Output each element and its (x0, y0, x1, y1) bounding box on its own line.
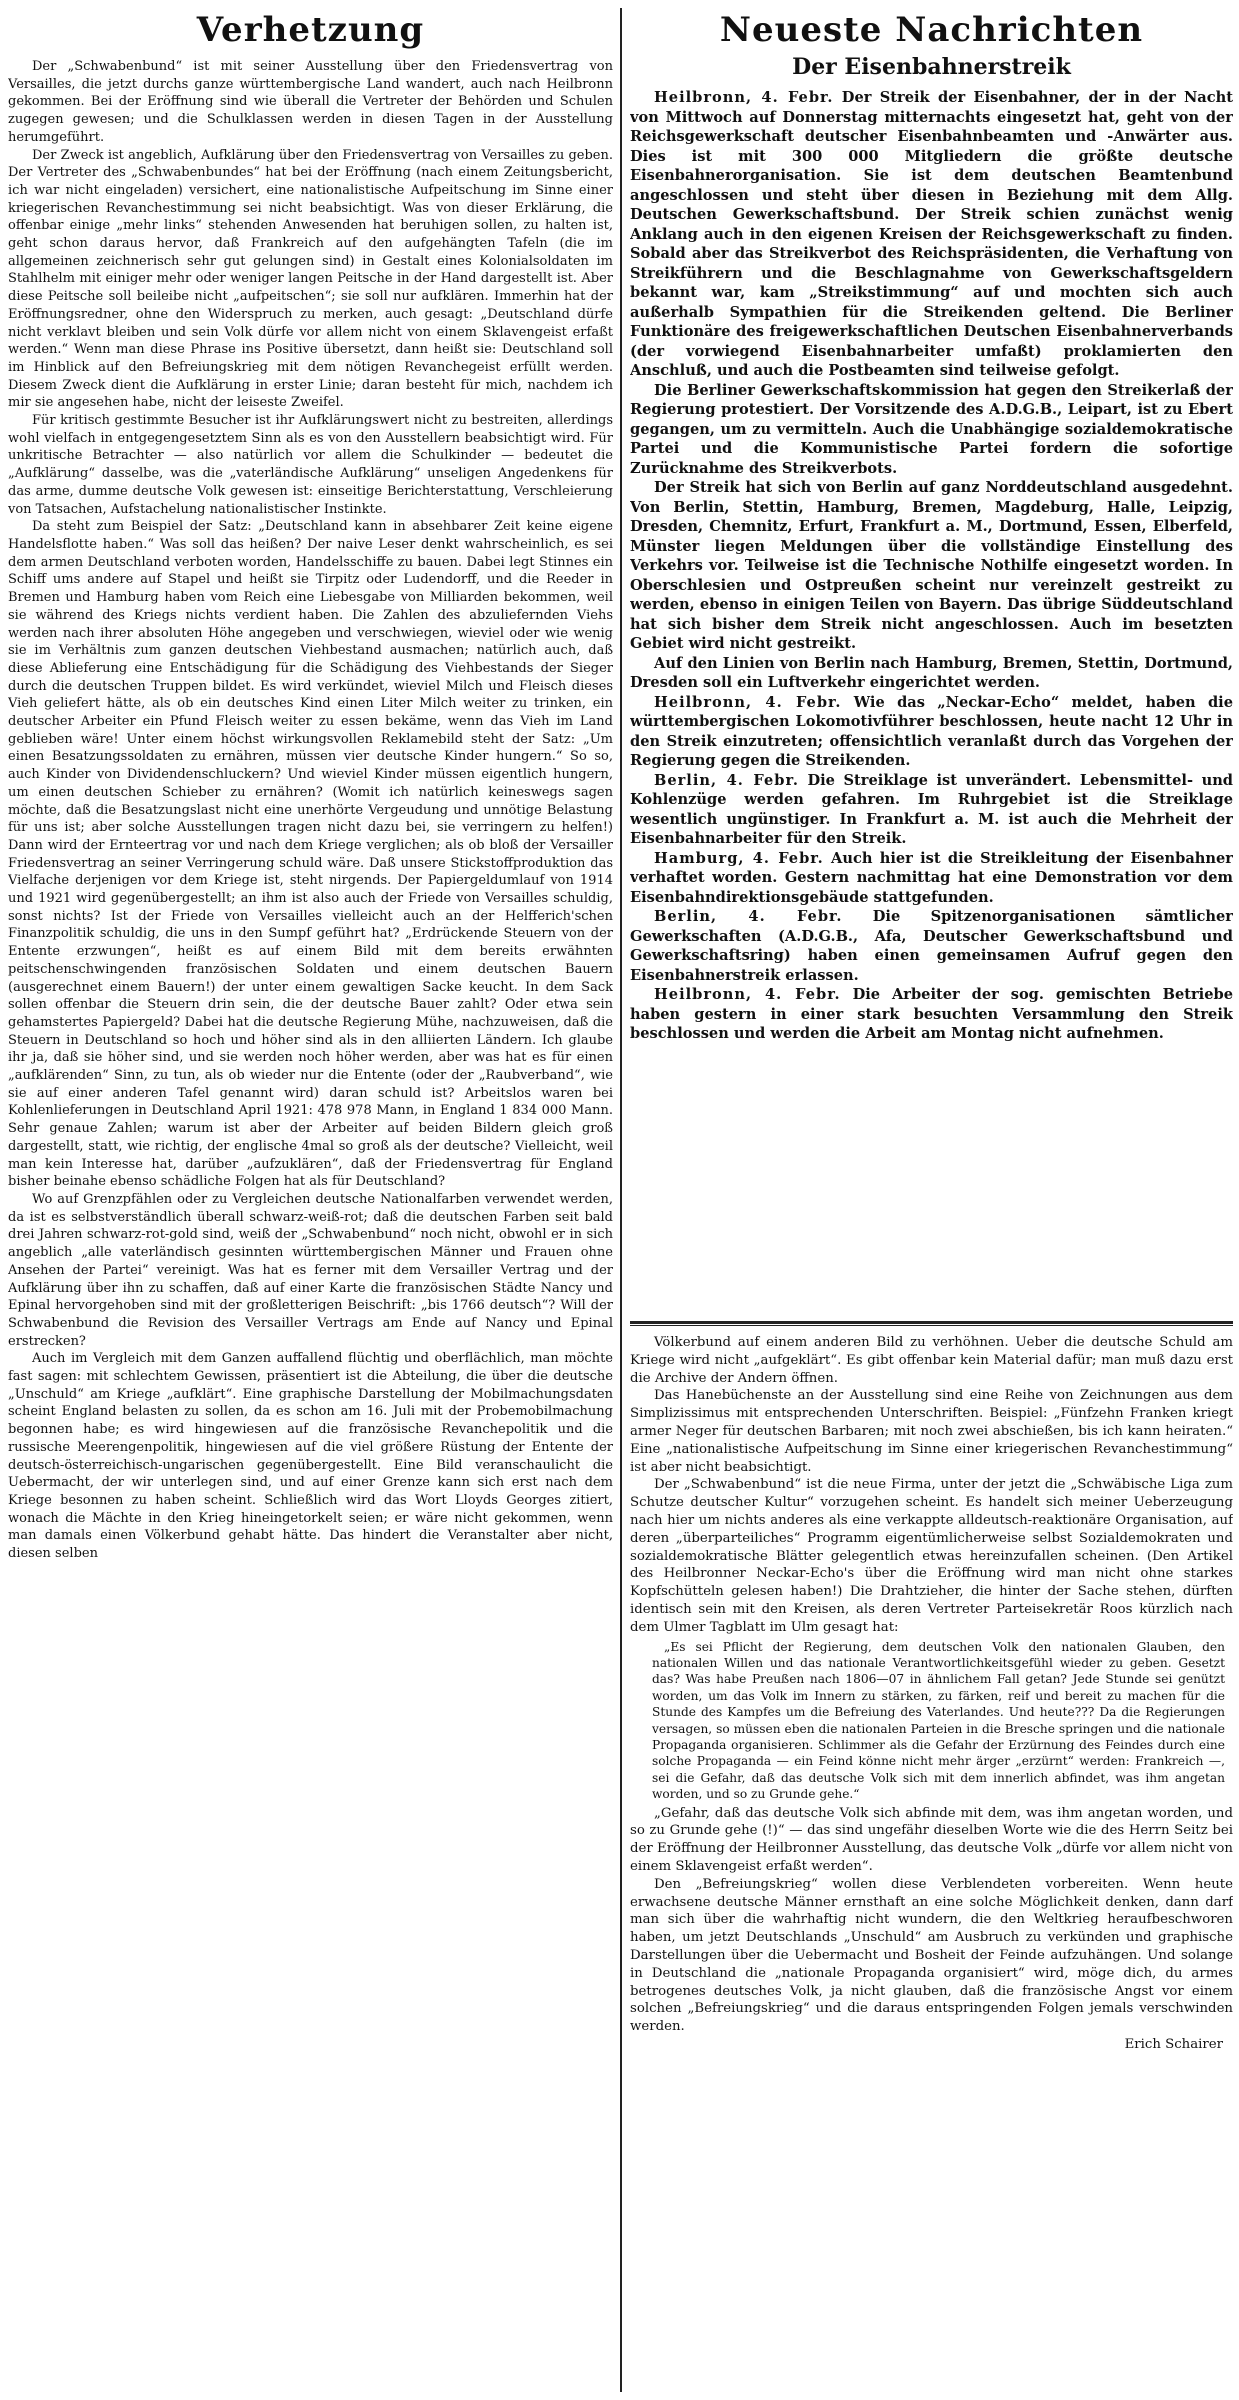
news-item (630, 478, 1233, 654)
article-paragraph: Den „Befreiungskrieg“ wollen diese Verblendeten vorbereiten. Wenn heute erwachsene deutsche Männer ernsthaft an eine solche Möglichkeit denken, dann darf man sich über die wahrhaftig nicht wundern, die den Weltkrieg heraufbeschworen haben, um jetzt Deutschlands „Unschuld“ am Ausbruch zu verkünden und graphische Darstellungen über die Uebermacht und Bosheit der Feinde aufzuhängen. Und solange in Deutschland die „nationale Propaganda organisiert“ wird, möge dich, du armes betrogenes deutsches Volk, ja nicht glauben, daß die französische Angst vor einem solchen „Befreiungskrieg“ und die daraus entspringenden Folgen jemals verschwinden werden. (630, 1876, 1233, 2035)
news-item (630, 849, 1233, 908)
article-paragraph: Der Zweck ist angeblich, Aufklärung über den Friedensvertrag von Versailles zu geben. Der Vertreter des „Schwabenbundes“ hat bei der Eröffnung (nach einem Zeitungsbericht, ich war nicht eingeladen) versichert, eine nationalistische Aufpeitschung im Sinne einer kriegerischen Revanchestimmung sei nicht beabsichtigt. Was von dieser Erklärung, die offenbar einige „mehr links“ stehenden Anwesenden hat beruhigen sollen, zu halten ist, geht schon daraus hervor, daß Frankreich auf den aufgehängten Tafeln (die im allgemeinen zeichnerisch sehr gut gelungen sind) in Gestalt eines Kolonialsoldaten im Stahlhelm mit einiger mehr oder weniger langen Peitsche in der Hand dargestellt ist. Aber diese Peitsche soll beileibe nicht „aufpeitschen“; sie soll nur aufklären. Immerhin hat der Eröffnungsredner, ohne den Widerspruch zu merken, auch gesagt: „Deutschland dürfe nicht verklavt bleiben und sein Volk dürfe vor allem nicht von einem Sklavengeist erfaßt werden.“ Wenn man diese Phrase ins Positive übersetzt, dann heißt sie: Deutschland soll im Hinblick auf den Befreiungskrieg mit dem nötigen Revanchegeist erfüllt werden. Diesem Zweck dient die Aufklärung in erster Linie; daran besteht für mich, nachdem ich mir sie angesehen habe, nicht der leiseste Zweifel. (8, 147, 613, 411)
quote-paragraph: „Es sei Pflicht der Regierung, dem deutschen Volk den nationalen Glauben, den nationalen Willen und das nationale Verantwortlichkeitsgefühl wieder zu geben. Gesetzt das? Was habe Preußen nach 1806—07 in ähnlichem Fall getan? Jede Stunde sei genützt worden, um das Volk im Innern zu stärken, zu färken, reif und bereit zu machen für die Stunde des Kampfes um die Befreiung des Vaterlandes. Und heute??? Da die Regierungen versagen, so müssen eben die nationalen Parteien in die Bresche springen und die nationale Propaganda organisieren. Schlimmer als die Gefahr der Erzürnung des Feindes durch eine solche Propaganda — ein Feind könne nicht mehr ärger „erzürnt“ werden: Frankreich —, sei die Gefahr, daß das deutsche Volk sich mit dem innerlich abfindet, was ihm angetan worden, und so zu Grunde gehe.“ (652, 1639, 1225, 1802)
article-paragraph: Das Hanebüchenste an der Ausstellung sind eine Reihe von Zeichnungen aus dem Simplizissimus mit entsprechenden Unterschriften. Beispiel: „Fünfzehn Franken kriegt armer Neger für deutschen Barbaren; mit noch zwei abschießen, bis ich kann heiraten.“ Eine „nationalistische Aufpeitschung im Sinne einer kriegerischen Revanchestimmung“ ist aber nicht beabsichtigt. (630, 1388, 1233, 1475)
news-item (630, 88, 1233, 381)
article-verhetzung-body (8, 58, 613, 1563)
article-verhetzung-continuation (630, 1334, 1233, 2334)
subheadline-eisenbahnerstreik: Der Eisenbahnerstreik (792, 54, 1071, 80)
news-item (630, 907, 1233, 985)
news-text: Auch hier ist die Streikleitung der Eisenbahner verhaftet worden. Gestern nachmittag hat eine Demonstration vor dem Eisenbahndirektionsgebäude stattgefunden. (630, 849, 1233, 906)
news-item (630, 654, 1233, 693)
headline-neueste-nachrichten: Neueste Nachrichten (719, 10, 1144, 50)
news-dateline: Berlin, 4. Febr. (654, 771, 799, 789)
news-section (630, 88, 1233, 1313)
article-paragraph: Der „Schwabenbund“ ist mit seiner Ausstellung über den Friedensvertrag von Versailles, die jetzt durchs ganze württembergische Land wandert, auch nach Heilbronn gekommen. Bei der Eröffnung sind wie überall die Vertreter der Behörden und Schulen zugegen gewesen; und die Schulklassen werden in diesen Tagen in der Ausstellung herumgeführt. (8, 59, 613, 145)
news-dateline: Heilbronn, 4. Febr. (654, 986, 841, 1003)
article-paragraph: Völkerbund auf einem anderen Bild zu verhöhnen. Ueber die deutsche Schuld am Kriege wird nicht „aufgeklärt“. Es gibt offenbar kein Material dafür; man muß dazu erst die Archive der Andern öffnen. (630, 1335, 1233, 1386)
left-column (8, 0, 613, 2396)
news-dateline: Hamburg, 4. Febr. (654, 849, 824, 867)
news-item (630, 381, 1233, 479)
news-text: Die Arbeiter der sog. gemischten Betriebe haben gestern in einer stark besuchten Versammlung den Streik beschlossen und werden die Arbeit am Montag nicht aufnehmen. (630, 986, 1233, 1042)
article-paragraph: Wo auf Grenzpfählen oder zu Vergleichen deutsche Nationalfarben verwendet werden, da ist es selbstverständlich überall schwarz-weiß-rot; daß die deutschen Farben seit bald drei Jahren schwarz-rot-gold sind, weiß der „Schwabenbund“ noch nicht, obwohl er in sich angeblich „alle vaterländisch gesinnten württembergischen Männer und Frauen ohne Ansehen der Partei“ vereinigt. Was hat es ferner mit dem Versailler Vertrag und der Aufklärung über ihn zu schaffen, daß auf einer Karte die französischen Städte Nancy und Epinal hervorgehoben sind mit der großletterigen Beischrift: „bis 1766 deutsch“? Will der Schwabenbund die Revision des Versailler Vertrags am Ende auf Nancy und Epinal erstrecken? (8, 1192, 613, 1349)
news-dateline: Heilbronn, 4. Febr. (654, 693, 842, 711)
section-divider-thick (630, 1321, 1233, 1324)
section-divider-thin (630, 1325, 1233, 1326)
article-paragraph: Der „Schwabenbund“ ist die neue Firma, unter der jetzt die „Schwäbische Liga zum Schutze deutscher Kultur“ vorzugehen scheint. Es handelt sich meiner Ueberzeugung nach hier um nichts anderes als eine verkappte alldeutsch-reaktionäre Organisation, auf deren „überparteiliches“ Programm eigentümlicherweise selbst Sozialdemokraten und sozialdemokratische Blätter gelegentlich etwas hereinzufallen scheinen. (Den Artikel des Heilbronner Neckar-Echo's über die Eröffnung wird man nicht ohne starkes Kopfschütteln gelesen haben!) Die Drahtzieher, die hinter der Sache stehen, dürften identisch sein mit den Kreisen, als deren Vertreter Parteisekretär Roos kürzlich nach dem Ulmer Tagblatt im Ulm gesagt hat: (630, 1477, 1233, 1635)
news-dateline: Heilbronn, 4. Febr. (654, 89, 834, 106)
news-text: Wie das „Neckar-Echo“ meldet, haben die württembergischen Lokomotivführer beschlossen, heute nacht 12 Uhr in den Streik einzutreten; offensichtlich veranlaßt durch das Vorgehen der Regierung gegen die Streikenden. (630, 693, 1233, 769)
article-paragraph: Für kritisch gestimmte Besucher ist ihr Aufklärungswert nicht zu bestreiten, allerdings wohl vielfach in entgegengesetztem Sinn als es von den Ausstellern beabsichtigt wird. Für unkritische Betrachter — also natürlich vor allem die Schulkinder — bedeutet die „Aufklärung“ dasselbe, was die „vaterländische Aufklärung“ unseligen Angedenkens für das arme, dumme deutsche Volk gewesen ist: einseitige Berichterstattung, Verschleierung von Tatsachen, Aufstachelung nationalistischer Instinkte. (8, 413, 613, 517)
article-paragraph: Auch im Vergleich mit dem Ganzen auffallend flüchtig und oberflächlich, man möchte fast sagen: mit schlechtem Gewissen, präsentiert ist die Abteilung, die über die deutsche „Unschuld“ am Kriege „aufklärt“. Eine graphische Darstellung der Mobilmachungsdaten scheint England belasten zu sollen, da es schon am 16. Juli mit der Probemobilmachung begonnen habe; es wird hingewiesen auf die französische Revanchepolitik und die russische Meerengenpolitik, hingewiesen auf die viel größere Rüstung der Entente der deutsch-österreichisch-ungarischen gegenübergestellt. Eine Bild veranschaulicht die Uebermacht, der wir unterlegen sind, und auf einer Grenze kann sich erst nach dem Kriege besonnen zu haben scheint. Schließlich wird das Wort Lloyds Georges zitiert, wonach die Mächte in den Krieg hineingetorkelt seien; er wäre nicht gekommen, wenn man damals einen Völkerbund gehabt hätte. Das hindert die Veranstalter aber nicht, diesen selben (8, 1351, 613, 1562)
news-item (630, 985, 1233, 1044)
article-paragraph: Da steht zum Beispiel der Satz: „Deutschland kann in absehbarer Zeit keine eigene Handelsflotte haben.“ Was soll das heißen? Der naive Leser denkt wahrscheinlich, es sei dem armen Deutschland verboten worden, Handelsschiffe zu bauen. Dabei legt Stinnes ein Schiff ums andere auf Stapel und heißt sie Tirpitz oder Ludendorff, und die Reeder in Bremen und Hamburg haben vom Reich eine Liebesgabe von Milliarden bekommen, weil sie während des Kriegs nichts verdient haben. Die Zahlen des abzuliefernden Viehs werden nach ihrer absoluten Höhe angegeben und verschwiegen, wieviel oder wie wenig sie im Verhältnis zum ganzen deutschen Viehbestand ausmachen; natürlich auch, daß diese Ablieferung eine Entschädigung für die Schädigung des Viehbestands der Sieger durch die deutschen Truppen bildet. Es wird verkündet, wieviel Milch und Fleisch dieses Vieh geliefert hätte, als ob ein deutsches Kind einen Liter Milch weiter zu trinken, ein deutscher Arbeiter ein Pfund Fleisch weiter zu essen bekäme, wenn das Vieh im Land geblieben wäre! Unter einem höchst wirkungsvollen Reklamebild steht der Satz: „Um einen Besatzungssoldaten zu ernähren, müssen vier deutsche Kinder hungern.“ So so, auch Kinder von Dividendenschluckern? Und wieviel Kinder müssen eigentlich hungern, um einen deutschen Schieber zu ernähren? (Womit ich natürlich keineswegs sagen möchte, daß die Besatzungslast nicht eine unerhörte Vergeudung und unnötige Belastung für uns ist; aber solche Ausstellungen tragen nicht dazu bei, sie verringern zu helfen!) Dann wird der Ernteertrag vor und nach dem Kriege verglichen; als ob bloß der Versailler Friedensvertrag an seiner Verringerung schuld wäre. Daß unsere Stickstoffproduktion das Vielfache derjenigen vor dem Kriege ist, steht nirgends. Der Papiergeldumlauf von 1914 und 1921 wird gegenübergestellt; an ihm ist also auch der Friede von Versailles schuldig, sonst nichts? Ist der Friede von Versailles vielleicht auch an der Helfferich'schen Finanzpolitik schuldig, die uns in den Sumpf geführt hat? „Erdrückende Steuern von der Entente erzwungen“, heißt es auf einem Bild mit dem bereits erwähnten peitschenschwingenden französischen Soldaten und einem deutschen Bauern (ausgerechnet einem Bauern!) der unter einem gewaltigen Sacke keucht. In dem Sack sollen offenbar die Steuern drin sein, die der deutsche Bauer zahlt? Oder etwa sein gehamstertes Papiergeld? Dabei hat die deutsche Regierung Mühe, nachzuweisen, daß die Steuern in Deutschland so hoch und höher sind als in den alliierten Ländern. Ich glaube ihr ja, daß sie höher sind, und sie werden noch höher werden, aber was hat es für einen „aufklärenden“ Sinn, zu tun, als ob wieder nur die Entente (oder der „Raubverband“, wie sie auf einer anderen Tafel genannt wird) daran schuld ist? Arbeitslos waren bei Kohlenlieferungen in Deutschland April 1921: 478 978 Mann, in England 1 834 000 Mann. Sehr genaue Zahlen; warum ist aber der Arbeiter auf beiden Bildern gleich groß dargestellt, statt, wie richtig, der englische 4mal so groß als der deutsche? Vielleicht, weil man kein Interesse hat, darüber „aufzuklären“, daß der Friedensvertrag für England bisher beinahe ebenso schädliche Folgen hat als für Deutschland? (8, 519, 613, 1190)
news-item (630, 771, 1233, 849)
news-item (630, 693, 1233, 771)
news-text: Die Streiklage ist unverändert. Lebensmittel- und Kohlenzüge werden gefahren. Im Ruhrgebiet ist die Streiklage wesentlich ungünstiger. In Frankfurt a. M. ist auch die Mehrheit der Eisenbahnarbeiter für den Streik. (630, 771, 1233, 847)
news-text: Der Streik der Eisenbahner, der in der Nacht von Mittwoch auf Donnerstag mitternachts eingesetzt hat, geht von der Reichsgewerkschaft deutscher Eisenbahnbeamten und -Anwärter aus. Dies ist mit 300 000 Mitgliedern die größte deutsche Eisenbahnerorganisation. Sie ist dem deutschen Beamtenbund angeschlossen und steht über diesen in Beziehung mit dem Allg. Deutschen Gewerkschaftsbund. Der Streik schien zunächst wenig Anklang auch in den eigenen Kreisen der Reichsgewerkschaft zu finden. Sobald aber das Streikverbot des Reichspräsidenten, die Verhaftung von Streikführern und die Beschlagnahme von Gewerkschaftsgeldern bekannt war, kam „Streikstimmung“ auf und mochten sich auch außerhalb Sympathien für die Streikenden geltend. Die Berliner Funktionäre des freigewerkschaftlichen Deutschen Eisenbahnerverbands (der vorwiegend Eisenbahnarbeiter umfaßt) proklamierten den Anschluß, und auch die Postbeamten sind teilweise gefolgt. (630, 89, 1233, 379)
block-quote (630, 1637, 1233, 1805)
news-text: Der Streik hat sich von Berlin auf ganz Norddeutschland ausgedehnt. Von Berlin, Stettin, Hamburg, Bremen, Magdeburg, Halle, Leipzig, Dresden, Chemnitz, Erfurt, Frankfurt a. M., Dortmund, Essen, Elberfeld, Münster liegen Meldungen über die vollständige Einstellung des Verkehrs vor. Teilweise ist die Technische Nothilfe eingesetzt worden. In Oberschlesien und Ostpreußen scheint nur vereinzelt gestreikt zu werden, ebenso in einigen Teilen von Bayern. Das übrige Süddeutschland hat sich bisher dem Streik nicht angeschlossen. Auch im besetzten Gebiet wird nicht gestreikt. (630, 479, 1233, 652)
news-text: Die Spitzenorganisationen sämtlicher Gewerkschaften (A.D.G.B., Afa, Deutscher Gewerkschaftsbund und Gewerkschaftsring) haben einen gemeinsamen Aufruf gegen den Eisenbahnerstreik erlassen. (630, 908, 1233, 984)
news-dateline: Berlin, 4. Febr. (654, 908, 843, 925)
column-divider (620, 8, 622, 2392)
right-column (630, 0, 1233, 2334)
news-text: Auf den Linien von Berlin nach Hamburg, Bremen, Stettin, Dortmund, Dresden soll ein Luftverkehr eingerichtet werden. (630, 654, 1233, 691)
news-text: Die Berliner Gewerkschaftskommission hat gegen den Streikerlaß der Regierung protestiert. Der Vorsitzende des A.D.G.B., Leipart, ist zu Ebert gegangen, um zu vermitteln. Auch die Unabhängige sozialdemokratische Partei und die Kommunistische Partei fordern die sofortige Zurücknahme des Streikverbots. (630, 381, 1233, 477)
article-paragraph: „Gefahr, daß das deutsche Volk sich abfinde mit dem, was ihm angetan worden, und so zu Grunde gehe (!)“ — das sind ungefähr dieselben Worte wie die des Herrn Seitz bei der Eröffnung der Heilbronner Ausstellung, das deutsche Volk „dürfe vor allem nicht von einem Sklavengeist erfaßt werden“. (630, 1805, 1233, 1874)
headline-verhetzung: Verhetzung (196, 10, 425, 50)
author-signature: Erich Schairer (1124, 2036, 1223, 2052)
